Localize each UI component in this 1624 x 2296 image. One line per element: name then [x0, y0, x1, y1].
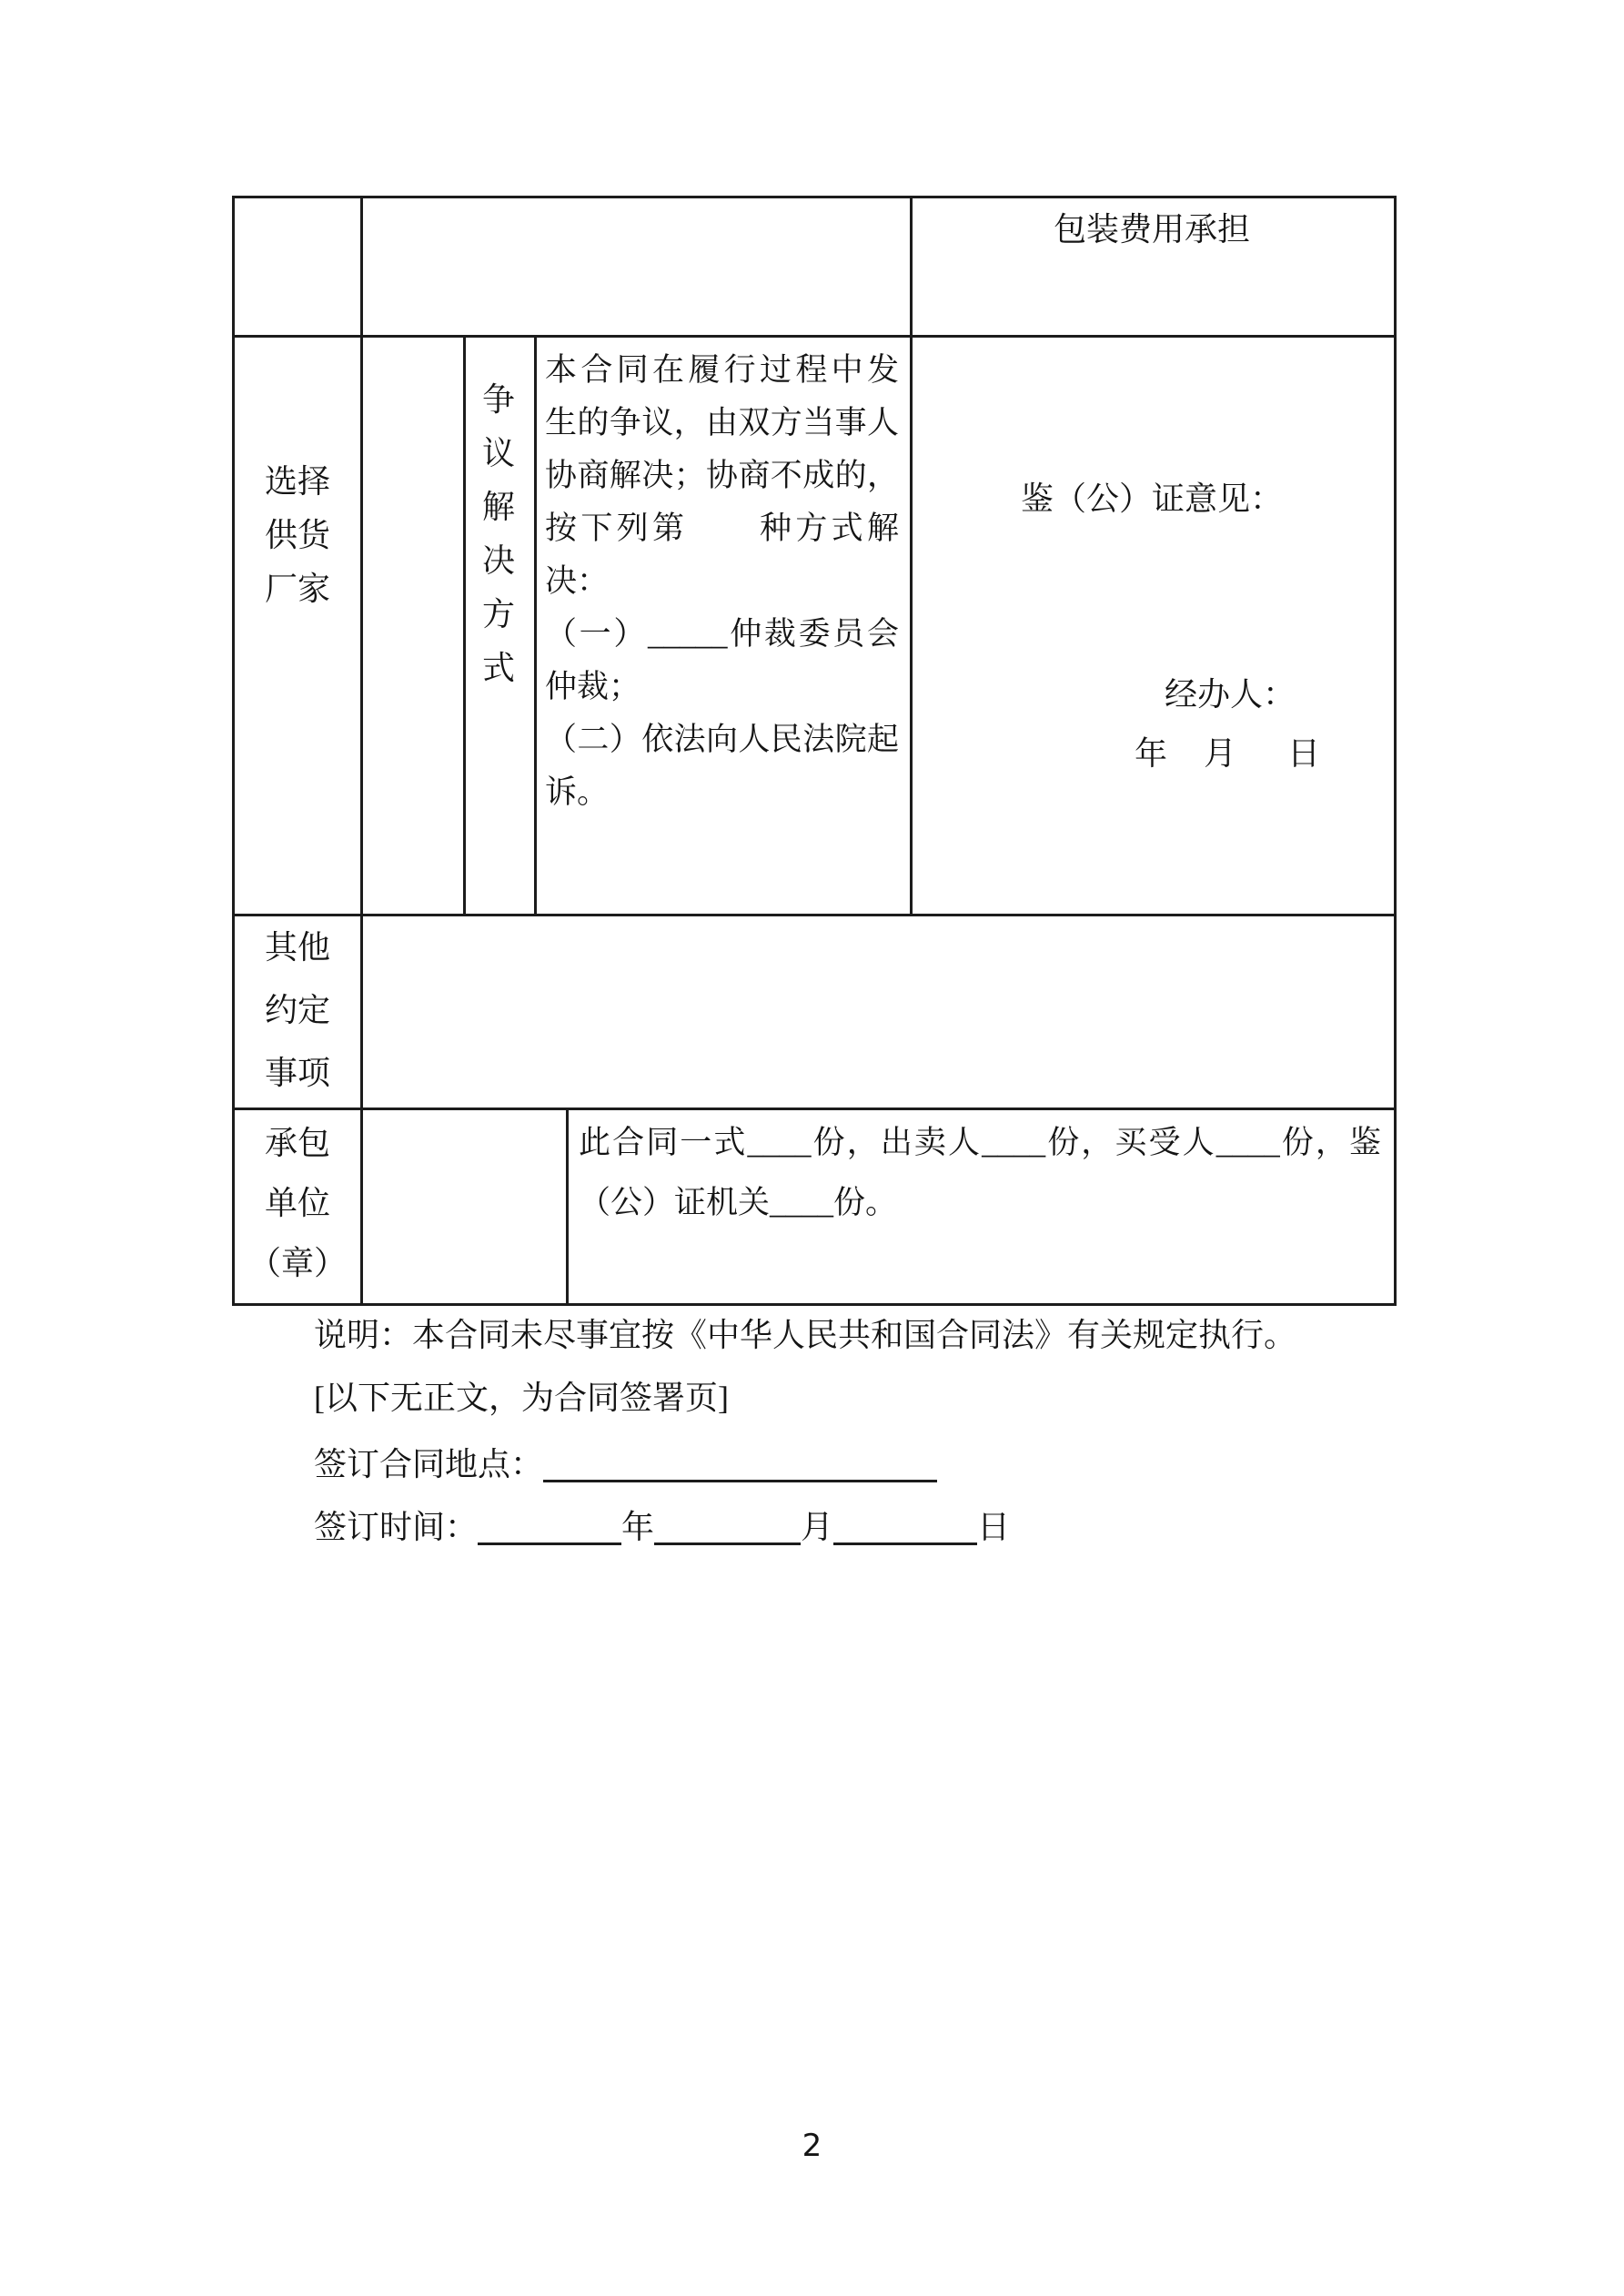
sign-time-day-blank [833, 1506, 977, 1545]
contract-copies-line1: 此合同一式____份，出卖人____份，买受人____份，鉴 [579, 1125, 1381, 1160]
dispute-header-char: 议 [481, 435, 515, 471]
page-number: 2 [802, 2128, 822, 2164]
choose-supplier-header [235, 455, 360, 616]
choose-supplier-line: 供货 [264, 517, 330, 553]
dispute-header-char: 争 [481, 381, 515, 418]
packing-cost-label: 包装费用承担 [1053, 211, 1250, 248]
contract-copies-cell [566, 1113, 1394, 1233]
dispute-header-char: 方 [481, 596, 515, 632]
dispute-paragraph [534, 344, 910, 819]
other-matters-line: 事项 [264, 1055, 330, 1091]
other-matters-header [235, 916, 360, 1105]
footer-sign-time-line [314, 1504, 1010, 1550]
dispute-paragraph-line: 诉。 [545, 774, 610, 810]
sign-place-label: 签订合同地点： [314, 1446, 544, 1482]
contractor-seal-line: （章） [247, 1245, 347, 1281]
contractor-seal-line: 单位 [264, 1185, 330, 1221]
footer-no-body-text-label: [以下无正文，为合同签署页] [314, 1380, 729, 1416]
notary-date-month: 月 [1204, 735, 1237, 772]
sign-time-label: 签订时间： [314, 1509, 479, 1545]
sign-place-blank [543, 1443, 937, 1482]
contract-copies-line2: （公）证机关____份。 [579, 1185, 898, 1220]
dispute-paragraph-line: 决： [545, 563, 610, 599]
dispute-paragraph-line: 生的争议，由双方当事人 [545, 405, 899, 440]
sign-time-year-blank [478, 1506, 621, 1545]
footer-note [314, 1312, 1296, 1358]
notary-opinion-label [1021, 476, 1283, 521]
table-hline-row2 [235, 914, 1394, 916]
sign-time-year: 年 [621, 1509, 655, 1545]
notary-date-year: 年 [1135, 735, 1168, 772]
table-vline-right-col [910, 198, 913, 916]
table-vline-leftcol [360, 198, 363, 1303]
dispute-paragraph-line: （二）依法向人民法院起 [545, 722, 899, 757]
dispute-paragraph-line: 协商解决；协商不成的， [545, 458, 899, 493]
notary-opinion-text: 鉴（公）证意见： [1021, 480, 1284, 517]
footer-note-text: 说明：本合同未尽事宜按《中华人民共和国合同法》有关规定执行。 [314, 1317, 1297, 1353]
other-matters-line: 其他 [264, 929, 330, 966]
dispute-header-char: 解 [481, 489, 515, 525]
notary-handler-label [1165, 672, 1296, 717]
notary-date-day: 日 [1287, 735, 1321, 772]
dispute-paragraph-line: 按下列第 种方式解 [545, 511, 899, 546]
notary-handler-text: 经办人： [1165, 676, 1296, 713]
dispute-paragraph-line: （一）_____仲裁委员会 [545, 616, 899, 652]
dispute-header-char: 决 [481, 542, 515, 579]
dispute-resolution-header [463, 373, 534, 695]
contractor-seal-header [235, 1113, 360, 1293]
footer-no-body-text [314, 1375, 729, 1421]
dispute-header-char: 式 [481, 650, 515, 686]
sign-time-day: 日 [977, 1509, 1011, 1545]
choose-supplier-line: 选择 [264, 463, 330, 500]
table-hline-row3 [235, 1108, 1394, 1110]
other-matters-line: 约定 [264, 992, 330, 1028]
contractor-seal-line: 承包 [264, 1125, 330, 1161]
dispute-paragraph-line: 本合同在履行过程中发 [545, 352, 899, 388]
sign-time-month: 月 [801, 1509, 834, 1545]
packing-cost-cell [910, 207, 1394, 252]
table-hline-row1 [235, 335, 1394, 338]
contract-table [232, 196, 1397, 1306]
dispute-paragraph-line: 仲裁； [545, 669, 641, 704]
choose-supplier-line: 厂家 [264, 571, 330, 607]
footer-sign-place-line [314, 1441, 937, 1487]
sign-time-month-blank [654, 1506, 801, 1545]
